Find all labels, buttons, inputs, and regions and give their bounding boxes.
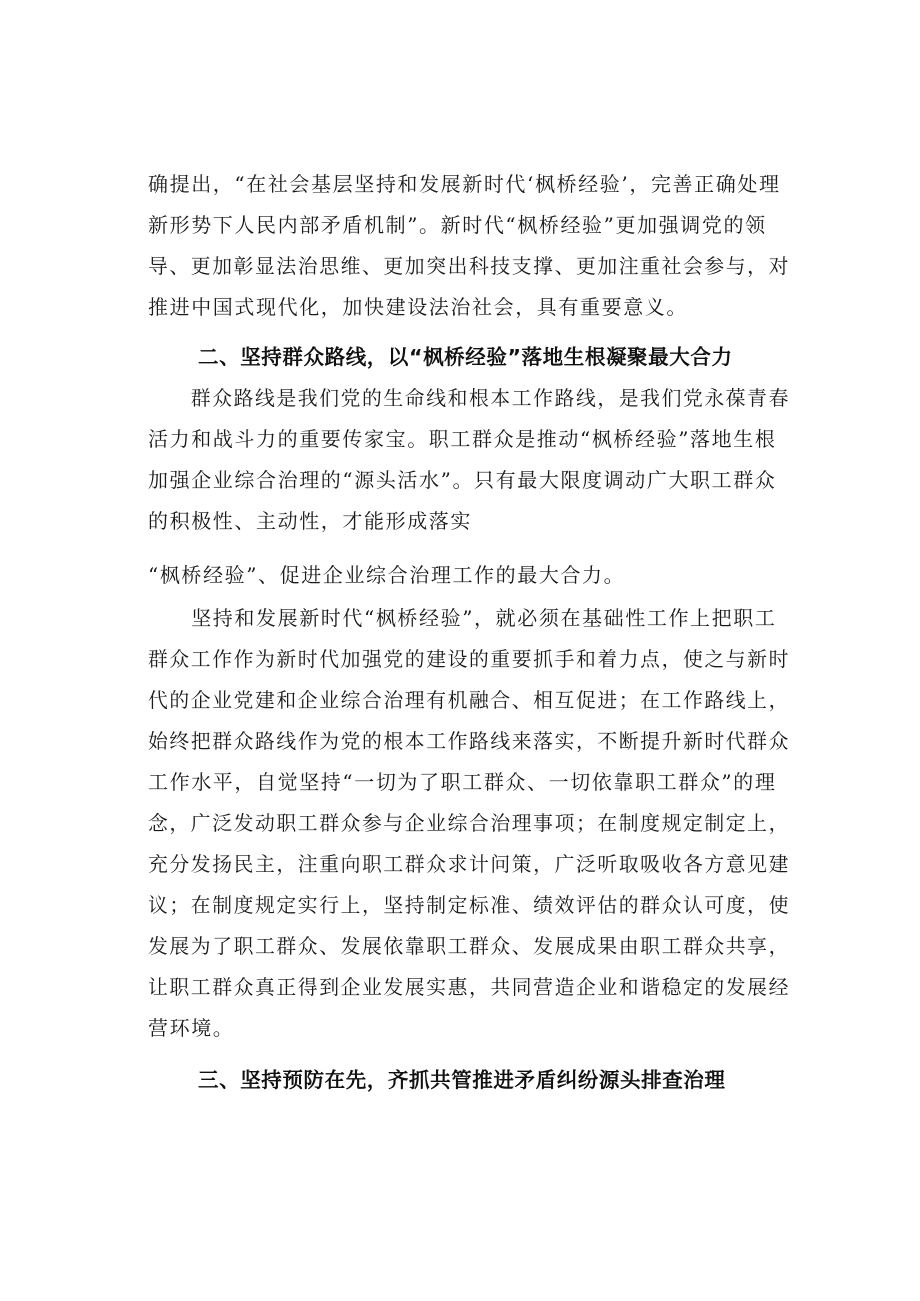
body-text-line: 营环境。 (148, 1016, 235, 1040)
body-text-line: 始终把群众路线作为党的根本工作路线来落实，不断提升新时代群众 (148, 729, 790, 753)
body-text-line: 新形势下人民内部矛盾机制”。新时代“枫桥经验”更加强调党的领 (148, 213, 767, 237)
body-text-line: 加强企业综合治理的“源头活水”。只有最大限度调动广大职工群众 (148, 468, 777, 492)
body-text-line: 群众工作作为新时代加强党的建设的重要抓手和着力点，使之与新时 (148, 647, 790, 671)
body-text-line: 工作水平，自觉坚持“一切为了职工群众、一切依靠职工群众”的理 (148, 770, 777, 794)
body-text-line: 坚持和发展新时代“枫桥经验”，就必须在基础性工作上把职工 (148, 606, 777, 630)
body-text-line: 的积极性、主动性，才能形成落实 (148, 509, 472, 533)
body-text-line: “枫桥经验”、促进企业综合治理工作的最大合力。 (148, 563, 626, 587)
body-text-line: 代的企业党建和企业综合治理有机融合、相互促进；在工作路线上， (148, 688, 790, 712)
body-text-line: 活力和战斗力的重要传家宝。职工群众是推动“枫桥经验”落地生根 (148, 427, 777, 451)
body-text-line: 充分发扬民主，注重向职工群众求计问策，广泛听取吸收各方意见建 (148, 852, 790, 876)
body-text-line: 群众路线是我们党的生命线和根本工作路线，是我们党永葆青春 (148, 386, 790, 410)
body-text-line: 让职工群众真正得到企业发展实惠，共同营造企业和谐稳定的发展经 (148, 975, 790, 999)
section-heading-2: 二、坚持群众路线，以“枫桥经验”落地生根凝聚最大合力 (198, 345, 733, 369)
body-text-line: 推进中国式现代化，加快建设法治社会，具有重要意义。 (148, 295, 688, 319)
body-text-line: 念，广泛发动职工群众参与企业综合治理事项；在制度规定制定上， (148, 811, 790, 835)
body-text-line: 发展为了职工群众、发展依靠职工群众、发展成果由职工群众共享， (148, 934, 790, 958)
body-text-line: 议；在制度规定实行上，坚持制定标准、绩效评估的群众认可度，使 (148, 893, 790, 917)
section-heading-3: 三、坚持预防在先，齐抓共管推进矛盾纠纷源头排查治理 (198, 1068, 726, 1092)
body-text-line: 导、更加彰显法治思维、更加突出科技支撑、更加注重社会参与，对 (148, 254, 790, 278)
body-text-line: 确提出，“在社会基层坚持和发展新时代‘枫桥经验’，完善正确处理 (148, 172, 781, 196)
